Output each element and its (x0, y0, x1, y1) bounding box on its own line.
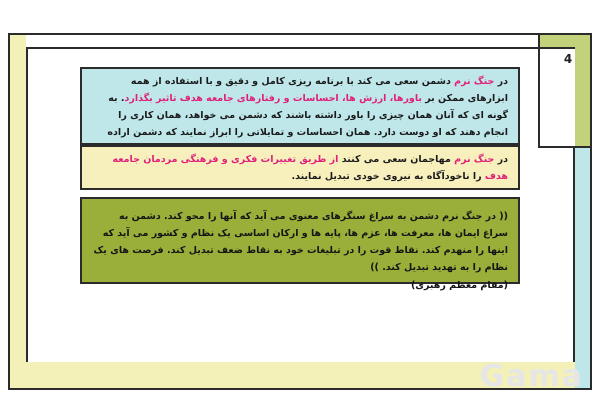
frame-divider (538, 35, 540, 148)
frame-accent-right (575, 148, 590, 388)
frame-accent-left (10, 35, 26, 388)
text: را ناخودآگاه به نیروی خودی تبدیل نمایند. (291, 171, 485, 182)
frame-divider (540, 146, 590, 148)
quote-source: (مقام معظم رهبری) (410, 280, 508, 291)
highlight-text: باورها، ارزش ها، احساسات و رفتارهای جامعه هدف تاثیر بگذارد (124, 93, 422, 104)
text: در (494, 76, 508, 87)
highlight-text: جنگ نرم (454, 154, 495, 165)
attackers-box (80, 145, 520, 190)
page-number: 4 (563, 52, 573, 66)
definition-box (80, 67, 520, 145)
frame-divider (573, 148, 575, 362)
watermark-logo: Gama (479, 359, 584, 394)
highlight-text: جنگ نرم (454, 76, 495, 87)
quote-text: (( در جنگ نرم دشمن به سراغ سنگرهای معنوی می آید که آنها را محو کند. دشمن به سراغ ایمان ها، معرفت ها، عزم ها، پایه ها و ارکان اساسی یک نظام و کشور می آید که اینها را منهدم کند. نقاط قوت را در تبلیغات خود به نقاط ضعف تبدیل کند. فرصت های یک نظام را به تهدید تبدیل کند. )) (93, 211, 508, 273)
quote-box (80, 197, 520, 291)
text: مهاجمان سعی می کنند (338, 154, 455, 165)
text: . به گونه ای که آنان همان چیزی را باور داشته باشند که دشمن می خواهد، همان کاری را انجام دهند که او دوست دارد. همان احساسات و تمایلاتی را ابراز نمایند که دشمن اراده (107, 93, 508, 138)
text: دشمن سعی می کند با برنامه ریزی کامل و دقیق و با استفاده از همه ابزارهای ممکن بر (130, 76, 508, 104)
text: در (494, 154, 508, 165)
highlight-text: از طریق تغییرات فکری و فرهنگی مردمان جامعه هدف (112, 154, 508, 182)
